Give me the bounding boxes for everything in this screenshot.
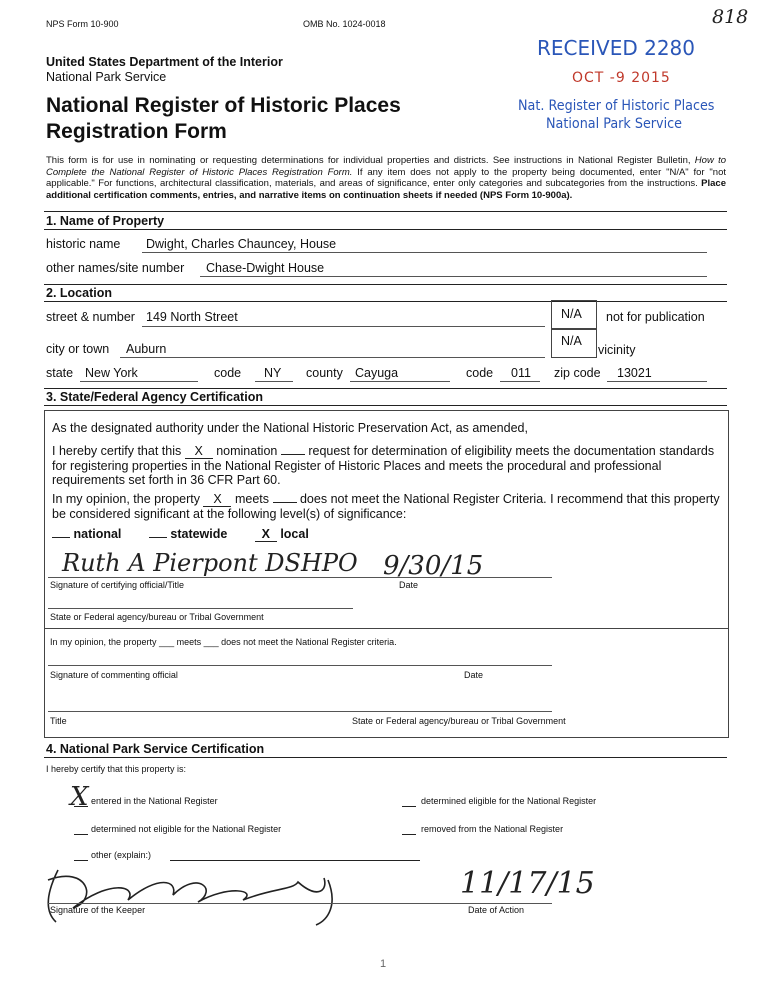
county-code-underline bbox=[500, 381, 540, 382]
entered-check-mark: X bbox=[70, 782, 89, 812]
does-not-meet-blank[interactable] bbox=[273, 502, 297, 503]
date1-label: Date bbox=[399, 580, 419, 590]
intro-p1b: How to Complete the National Register of Historic Places Registration Form. bbox=[46, 155, 726, 178]
section4-intro: I hereby certify that this property is: bbox=[46, 764, 187, 774]
cert-p1: As the designated authority under the National Historic Preservation Act, as amended, bbox=[52, 421, 528, 435]
zip-underline bbox=[607, 381, 707, 382]
na-not-for-publication-box[interactable] bbox=[551, 300, 597, 330]
removed-blank[interactable] bbox=[402, 834, 416, 835]
county-code-value[interactable]: 011 bbox=[511, 366, 531, 380]
action-date-handwritten: 11/17/15 bbox=[460, 866, 595, 901]
title-label: Title bbox=[50, 716, 67, 726]
stamp-line2: National Park Service bbox=[546, 116, 683, 132]
nomination-mark[interactable]: X bbox=[185, 444, 213, 459]
statewide-blank[interactable] bbox=[149, 537, 167, 538]
level-national: national bbox=[73, 527, 122, 541]
city-underline bbox=[120, 357, 545, 358]
section2-bottom-rule bbox=[44, 301, 727, 302]
state-underline bbox=[80, 381, 198, 382]
service: National Park Service bbox=[46, 70, 167, 84]
sig2-label: Signature of commenting official bbox=[50, 670, 178, 680]
na-2: N/A bbox=[561, 334, 582, 348]
other-names-underline bbox=[200, 276, 707, 277]
national-blank[interactable] bbox=[52, 537, 70, 538]
vicinity-label: vicinity bbox=[598, 343, 636, 357]
cert-p2c: request for determination of eligibility meets the documentation standards bbox=[308, 444, 715, 458]
cert-p2b: nomination bbox=[216, 444, 278, 458]
sig1-label: Signature of certifying official/Title bbox=[50, 580, 185, 590]
agency1-underline bbox=[48, 608, 353, 609]
form-number: NPS Form 10-900 bbox=[46, 19, 119, 29]
action-date-label: Date of Action bbox=[468, 905, 525, 915]
local-mark[interactable]: X bbox=[255, 527, 277, 542]
page-title-line1: National Register of Historic Places bbox=[46, 94, 401, 117]
cert-p2a: I hereby certify that this bbox=[52, 444, 182, 458]
not-eligible-blank[interactable] bbox=[74, 834, 88, 835]
zip-value[interactable]: 13021 bbox=[617, 366, 652, 380]
state-code-underline bbox=[255, 381, 293, 382]
section2-title: 2. Location bbox=[46, 286, 112, 300]
keeper-sig-underline bbox=[48, 903, 552, 904]
other-names-label: other names/site number bbox=[46, 261, 185, 275]
state-label: state bbox=[46, 366, 74, 380]
city-value[interactable]: Auburn bbox=[126, 342, 167, 356]
det-eligible-blank[interactable] bbox=[402, 806, 416, 807]
historic-name-value[interactable]: Dwight, Charles Chauncey, House bbox=[146, 237, 337, 251]
page-title-line2: Registration Form bbox=[46, 120, 227, 143]
section2-top-rule bbox=[44, 284, 727, 285]
certifying-signature: Ruth A Pierpont DSHPO bbox=[62, 549, 358, 577]
page-number: 1 bbox=[380, 958, 387, 970]
received-date: OCT -9 2015 bbox=[572, 70, 671, 86]
street-label: street & number bbox=[46, 310, 135, 324]
agency2-label: State or Federal agency/bureau or Tribal Government bbox=[352, 716, 566, 726]
opt-other: other (explain:) bbox=[91, 850, 152, 860]
sig1-underline bbox=[48, 577, 552, 578]
county-label: county bbox=[306, 366, 343, 380]
opt-det-eligible: determined eligible for the National Register bbox=[421, 796, 597, 806]
not-for-publication-label: not for publication bbox=[606, 310, 705, 324]
level-local: local bbox=[280, 527, 309, 541]
opt-removed: removed from the National Register bbox=[421, 824, 564, 834]
department: United States Department of the Interior bbox=[46, 55, 283, 69]
intro-p1c: If any item does not apply to the property being documented, enter "N/A" for "not applicable." For functions, architectural classification, materials, and areas of significance, enter only categories and subcategories from the instructions. bbox=[46, 166, 727, 189]
omb-number: OMB No. 1024-0018 bbox=[303, 19, 386, 29]
na-1: N/A bbox=[561, 307, 582, 321]
significance-levels bbox=[52, 527, 309, 542]
cert-p3c: does not meet the National Register Criteria. I recommend that this property bbox=[299, 492, 720, 506]
section4-title: 4. National Park Service Certification bbox=[46, 742, 265, 756]
date2-label: Date bbox=[464, 670, 484, 680]
state-value[interactable]: New York bbox=[85, 366, 138, 380]
intro-p1d: Place additional certification comments, entries, and narrative items on continuation sheets if needed (NPS Form 10-900a). bbox=[46, 178, 726, 201]
cert-p2e: requirements set forth in 36 CFR Part 60. bbox=[52, 473, 281, 487]
cert-p3a: In my opinion, the property bbox=[52, 492, 200, 506]
received-stamp: RECEIVED 2280 bbox=[537, 36, 696, 60]
street-value[interactable]: 149 North Street bbox=[146, 310, 238, 324]
keeper-sig-label: Signature of the Keeper bbox=[50, 905, 146, 915]
certifying-date-handwritten: 9/30/15 bbox=[383, 551, 484, 581]
sig2-underline bbox=[48, 665, 552, 666]
city-label: city or town bbox=[46, 342, 110, 356]
agency1-label: State or Federal agency/bureau or Tribal Government bbox=[50, 612, 264, 622]
intro-p1a: This form is for use in nominating or requesting determinations for individual properties and districts. See instructions in National Register Bulletin, bbox=[46, 155, 695, 166]
opinion2: In my opinion, the property ___ meets ___ does not meet the National Register criteria. bbox=[50, 637, 397, 647]
stamp-line1: Nat. Register of Historic Places bbox=[518, 98, 715, 114]
zip-label: zip code bbox=[554, 366, 601, 380]
section1-bottom-rule bbox=[44, 229, 727, 230]
cert-p2-line1 bbox=[52, 444, 714, 459]
level-statewide: statewide bbox=[170, 527, 228, 541]
meets-mark[interactable]: X bbox=[203, 492, 231, 507]
keeper-signature bbox=[28, 860, 358, 930]
county-code-label: code bbox=[466, 366, 494, 380]
county-value[interactable]: Cayuga bbox=[355, 366, 399, 380]
state-code-label: code bbox=[214, 366, 242, 380]
state-code-value[interactable]: NY bbox=[264, 366, 282, 380]
other-names-value[interactable]: Chase-Dwight House bbox=[206, 261, 325, 275]
request-blank[interactable] bbox=[281, 454, 305, 455]
opt-not-eligible: determined not eligible for the National Register bbox=[91, 824, 282, 834]
intro-text bbox=[46, 155, 726, 201]
section3-title: 3. State/Federal Agency Certification bbox=[46, 390, 263, 404]
section1-top-rule bbox=[44, 211, 727, 212]
opinion-divider bbox=[44, 628, 729, 629]
na-vicinity-box[interactable] bbox=[551, 328, 597, 358]
cert-p3b: meets bbox=[234, 492, 270, 506]
county-underline bbox=[350, 381, 450, 382]
historic-name-underline bbox=[142, 252, 707, 253]
opt-entered: entered in the National Register bbox=[91, 796, 218, 806]
title-underline bbox=[48, 711, 552, 712]
section1-title: 1. Name of Property bbox=[46, 214, 165, 228]
corner-note: 818 bbox=[712, 6, 749, 28]
entered-blank[interactable] bbox=[74, 806, 88, 807]
cert-p3-line1 bbox=[52, 492, 720, 507]
section3-top-rule bbox=[44, 388, 727, 389]
cert-p3d: be considered significant at the following level(s) of significance: bbox=[52, 507, 407, 521]
street-underline bbox=[142, 326, 545, 327]
historic-name-label: historic name bbox=[46, 237, 121, 251]
section4-bottom-rule bbox=[44, 757, 727, 758]
cert-p2d: for registering properties in the National Register of Historic Places and meets the procedural and professional bbox=[52, 459, 662, 473]
section3-bottom-rule bbox=[44, 405, 727, 406]
